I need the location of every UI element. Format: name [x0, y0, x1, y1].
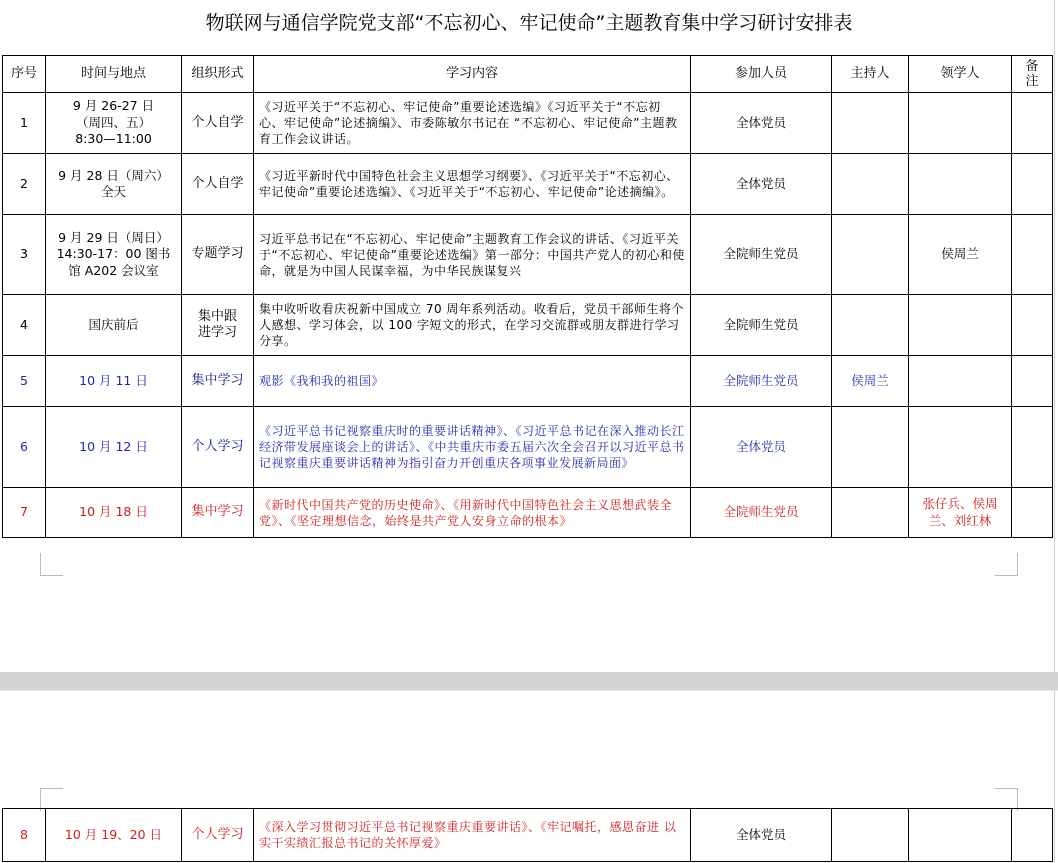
cell-participants: 全体党员: [691, 809, 832, 862]
cell-leader: [909, 809, 1012, 862]
cell-no: 2: [3, 154, 46, 215]
cell-participants: 全院师生党员: [691, 295, 832, 356]
cell-form: 集中跟进学习: [182, 295, 254, 356]
cell-time: 9 月 28 日（周六）全天: [46, 154, 182, 215]
page-edge-line: [1054, 691, 1055, 863]
cell-form: 集中学习: [182, 356, 254, 407]
cell-host: [832, 215, 909, 295]
cell-content: 《习近平新时代中国特色社会主义思想学习纲要》、《习近平关于“不忘初心、牢记使命”重要论述选编》、《习近平关于“不忘初心、牢记使命”论述摘编》。: [254, 154, 691, 215]
cell-no: 6: [3, 407, 46, 488]
cell-note: [1012, 488, 1053, 538]
table-row: [3, 809, 1053, 862]
cell-form: 个人学习: [182, 809, 254, 862]
cell-content: 《习近平关于“不忘初心、牢记使命”重要论述选编》《习近平关于“不忘初心、牢记使命”论述摘编》、市委陈敏尔书记在 “不忘初心、牢记使命”主题教育工作会议讲话。: [254, 93, 691, 154]
cell-host: [832, 809, 909, 862]
header-leader: 领学人: [909, 56, 1012, 93]
schedule-table-continued: [2, 808, 1053, 862]
cell-time: 9 月 29 日（周日）14:30-17：00 图书馆 A202 会议室: [46, 215, 182, 295]
cell-participants: 全体党员: [691, 407, 832, 488]
cell-time: 10 月 19、20 日: [46, 809, 182, 862]
cell-content: 集中收听收看庆祝新中国成立 70 周年系列活动。收看后，党员干部师生将个人感想、学习体会，以 100 字短文的形式，在学习交流群或朋友群进行学习分享。: [254, 295, 691, 356]
cell-leader: [909, 356, 1012, 407]
header-form: 组织形式: [182, 56, 254, 93]
cell-note: [1012, 407, 1053, 488]
cell-time: 10 月 18 日: [46, 488, 182, 538]
cell-form: 集中学习: [182, 488, 254, 538]
cell-host: [832, 93, 909, 154]
cell-no: 5: [3, 356, 46, 407]
cell-content: 习近平总书记在“不忘初心、牢记使命”主题教育工作会议的讲话、《习近平关于“不忘初心、牢记使命”重要论述选编》第一部分：中国共产党人的初心和使命，就是为中国人民谋幸福，为中华民族谋复兴: [254, 215, 691, 295]
cell-no: 7: [3, 488, 46, 538]
schedule-table: [2, 55, 1053, 538]
cell-participants: 全体党员: [691, 154, 832, 215]
cell-host: [832, 407, 909, 488]
cell-participants: 全院师生党员: [691, 488, 832, 538]
header-note: 备注: [1012, 56, 1053, 93]
page-edge-line: [1054, 0, 1055, 672]
cell-time: 9 月 26-27 日（周四、五）8:30—11:00: [46, 93, 182, 154]
cell-leader: [909, 407, 1012, 488]
cell-host: 侯周兰: [832, 356, 909, 407]
cell-no: 8: [3, 809, 46, 862]
table-header-row: [3, 56, 1053, 93]
cell-leader: 侯周兰: [909, 215, 1012, 295]
cell-content: 《深入学习贯彻习近平总书记视察重庆重要讲话》、《牢记嘱托，感恩奋进 以实干实绩汇报总书记的关怀厚爱》: [254, 809, 691, 862]
cell-note: [1012, 809, 1053, 862]
document-title: 物联网与通信学院党支部“不忘初心、牢记使命”主题教育集中学习研讨安排表: [205, 12, 853, 34]
table-row: [3, 295, 1053, 356]
cell-no: 3: [3, 215, 46, 295]
cell-host: [832, 154, 909, 215]
header-host: 主持人: [832, 56, 909, 93]
cell-note: [1012, 356, 1053, 407]
cell-participants: 全院师生党员: [691, 215, 832, 295]
table-row: [3, 488, 1053, 538]
header-time: 时间与地点: [46, 56, 182, 93]
table-row: [3, 215, 1053, 295]
cell-leader: [909, 154, 1012, 215]
cell-content: 观影《我和我的祖国》: [254, 356, 691, 407]
cell-leader: 张仔兵、侯周兰、刘红林: [909, 488, 1012, 538]
cell-participants: 全体党员: [691, 93, 832, 154]
cell-time: 国庆前后: [46, 295, 182, 356]
table-row: [3, 407, 1053, 488]
cell-leader: [909, 295, 1012, 356]
cell-no: 1: [3, 93, 46, 154]
cell-host: [832, 295, 909, 356]
cell-form: 个人自学: [182, 154, 254, 215]
cell-host: [832, 488, 909, 538]
page-corner-mark: [40, 553, 63, 576]
cell-form: 个人自学: [182, 93, 254, 154]
table-row: [3, 93, 1053, 154]
cell-participants: 全院师生党员: [691, 356, 832, 407]
header-no: 序号: [3, 56, 46, 93]
cell-time: 10 月 11 日: [46, 356, 182, 407]
cell-note: [1012, 295, 1053, 356]
cell-form: 专题学习: [182, 215, 254, 295]
cell-time: 10 月 12 日: [46, 407, 182, 488]
cell-content: 《习近平总书记视察重庆时的重要讲话精神》、《习近平总书记在深入推动长江经济带发展座谈会上的讲话》、《中共重庆市委五届六次全会召开以习近平总书记视察重庆重要讲话精神为指引奋力开创重庆各项事业发展新局面》: [254, 407, 691, 488]
cell-no: 4: [3, 295, 46, 356]
page-break-gap: [0, 672, 1058, 690]
cell-content: 《新时代中国共产党的历史使命》、《用新时代中国特色社会主义思想武装全党》、《坚定理想信念，始终是共产党人安身立命的根本》: [254, 488, 691, 538]
cell-note: [1012, 215, 1053, 295]
cell-leader: [909, 93, 1012, 154]
cell-note: [1012, 93, 1053, 154]
cell-note: [1012, 154, 1053, 215]
cell-form: 个人学习: [182, 407, 254, 488]
page-break-shadow: [0, 690, 1058, 691]
header-content: 学习内容: [254, 56, 691, 93]
page-corner-mark: [995, 553, 1018, 576]
table-row: [3, 154, 1053, 215]
table-row: [3, 356, 1053, 407]
header-participants: 参加人员: [691, 56, 832, 93]
